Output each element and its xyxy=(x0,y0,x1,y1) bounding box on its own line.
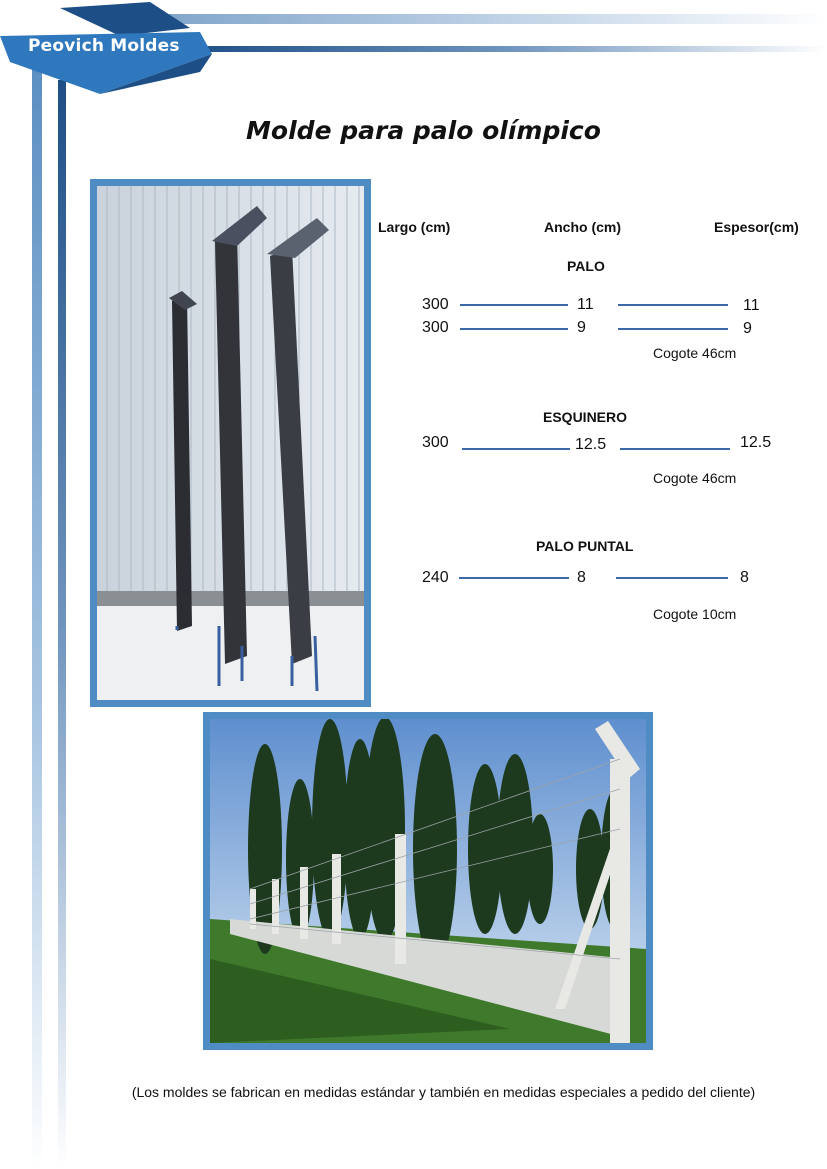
esquinero-row1-line2 xyxy=(620,448,730,450)
section-esquinero-title: ESQUINERO xyxy=(543,409,628,425)
left-decorative-band xyxy=(32,60,42,1169)
esquinero-row1-largo: 300 xyxy=(422,434,449,451)
palo-row2-line2 xyxy=(618,328,728,330)
page-title: Molde para palo olímpico xyxy=(246,116,601,145)
puntal-row1-largo: 240 xyxy=(422,569,449,586)
palo-row2-ancho: 9 xyxy=(577,319,586,336)
palo-row2-line1 xyxy=(460,328,568,330)
puntal-row1-line2 xyxy=(616,577,728,579)
esquinero-row1-espesor: 12.5 xyxy=(740,434,772,451)
palo-row1-espesor: 11 xyxy=(743,297,760,314)
section-palo-puntal-title: PALO PUNTAL xyxy=(536,538,634,554)
palo-row1-ancho: 11 xyxy=(577,296,594,313)
palo-row2-espesor: 9 xyxy=(743,320,752,337)
footer-note: (Los moldes se fabrican en medidas estándar y también en medidas especiales a pedido del cliente) xyxy=(131,1084,756,1100)
header-largo: Largo (cm) xyxy=(378,219,451,235)
header-espesor: Espesor(cm) xyxy=(714,219,799,235)
esquinero-note: Cogote 46cm xyxy=(653,470,737,486)
puntal-row1-ancho: 8 xyxy=(577,569,586,586)
top-decorative-band xyxy=(150,14,827,24)
esquinero-row1-ancho: 12.5 xyxy=(575,436,607,453)
puntal-row1-line1 xyxy=(459,577,569,579)
palo-row1-line1 xyxy=(460,304,568,306)
puntal-row1-espesor: 8 xyxy=(740,569,749,586)
esquinero-row1-line1 xyxy=(462,448,570,450)
palo-note: Cogote 46cm xyxy=(653,345,737,361)
puntal-note: Cogote 10cm xyxy=(653,606,737,622)
palo-row1-line2 xyxy=(618,304,728,306)
section-palo-title: PALO xyxy=(567,258,605,274)
top-decorative-band-dark xyxy=(190,46,827,52)
palo-row2-largo: 300 xyxy=(422,319,449,336)
fence-photo xyxy=(203,712,653,1050)
mold-photo xyxy=(90,179,371,707)
header-ancho: Ancho (cm) xyxy=(544,219,621,235)
left-decorative-band-dark xyxy=(58,80,66,1169)
brand-name: Peovich Moldes xyxy=(28,36,180,56)
brand-logo xyxy=(0,0,215,95)
palo-row1-largo: 300 xyxy=(422,296,449,313)
